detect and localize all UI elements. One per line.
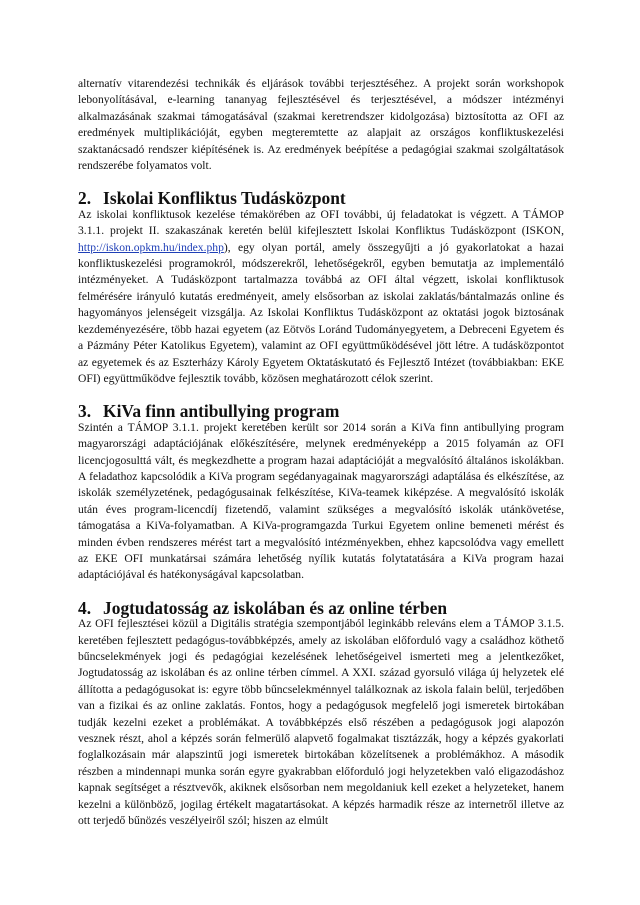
section-3-title: KiVa finn antibullying program — [103, 401, 340, 422]
section-2-title: Iskolai Konfliktus Tudásközpont — [103, 188, 346, 209]
section-2-heading — [78, 188, 564, 209]
document-page — [78, 76, 564, 829]
section-3-number: 3. — [78, 401, 92, 422]
section-4-heading — [78, 597, 564, 618]
section-4-title: Jogtudatosság az iskolában és az online térben — [103, 597, 448, 618]
section-3-heading — [78, 401, 564, 422]
intro-paragraph: alternatív vitarendezési technikák és eljárások további terjesztéséhez. A projekt során workshopok lebonyolításával, e-learning tananyag fejlesztésével és terjesztésével, a módszer intézményi alkalmazásának szakmai támogatásával (szakmai keretrendszer kidolgozása) biztosította az OFI az eredmények multiplikációját, egyben megteremtette az alapjait az országos konfliktuskezelési szaktanácsadó rendszer kiépítésének is. Az eredmények beépítése a pedagógiai szakmai szolgáltatások rendszerébe folyamatos volt. — [78, 77, 564, 173]
section-2-number: 2. — [78, 188, 92, 209]
section-2-paragraph — [78, 207, 564, 387]
section-2-text-after-link: ), egy olyan portál, amely összegyűjti a jó gyakorlatokat a hazai konfliktuskezelési programokról, módszerekről, lehetőségekről, egyben bemutatja az implementáló intézményeket. A Tudásközpont tartalmazza továbbá az OFI által végzett, iskolai konfliktusok felmérésére irányuló kutatás eredményeit, amely elsősorban az iskolai zaklatás/bántalmazás online és hagyományos jelenségeit vizsgálja. Az Iskolai Konfliktus Tudásközpont az oktatási jogok biztosának kezdeményezésére, több hazai egyetem (az Eötvös Loránd Tudományegyetem, a Debreceni Egyetem és a Pázmány Péter Katolikus Egyetem), valamint az OFI együttműködésével jött létre. A tudásközpontot az egyetemek és az Eszterházy Károly Egyetem Oktatáskutató és Fejlesztő Intézet (továbbiakban: EKE OFI) együttműködve fejlesztik tovább, közösen meghatározott célok szerint. — [78, 240, 564, 385]
iskon-link[interactable]: http://iskon.opkm.hu/index.php — [78, 240, 224, 254]
section-4-paragraph: Az OFI fejlesztései közül a Digitális stratégia szempontjából leginkább releváns elem a TÁMOP 3.1.5. keretében fejlesztett pedagógus-továbbképzés, amely az iskolában előforduló vagy a családhoz köthető bűncselekmények jogi és pedagógiai kezelésének lehetőségeivel ismerteti meg a jelentkezőket, Jogtudatosság az iskolában és az online térben címmel. A XXI. század gyorsuló világa új helyzetek elé állította a pedagógusokat is: egyre több bűncselekménnyel találkoznak az iskola falain belül, terjedőben van a fizikai és az online zaklatás. Fontos, hogy a pedagógusok megfelelő jogi ismeretek birtokában tudják kezelni ezeket a problémákat. A továbbképzés első részében a pedagógusok jogi alapozón vesznek részt, ahol a képzés során felmerülő alapvető fogalmakat tisztázzák, hogy a képzés gyakorlati foglalkozásain már alapszintű jogi ismeretek birtokában közelítsenek a problémákhoz. A második részben a mindennapi munka során egyre gyakrabban előforduló jogi helyzetekben való eligazodáshoz kapnak segítséget a résztvevők, akiknek elsősorban nem megoldaniuk kell ezeket a helyzeteket, hanem kezelni a különböző, jogilag értékelt magatartásokat. A képzés harmadik része az internetről illetve az ott terjedő bűnözés veszélyeiről szól; hiszen az elmúlt — [78, 617, 564, 828]
section-3 — [78, 403, 564, 583]
section-4-number: 4. — [78, 597, 92, 618]
section-3-paragraph: Szintén a TÁMOP 3.1.1. projekt keretében került sor 2014 során a KiVa finn antibullying program magyarországi adaptációjának előkészítésére, melynek eredményeképp a 2015 folyamán az OFI licencjogosulttá vált, és megkezdhette a program hazai adaptációját a megvalósító általános iskolákban. A feladathoz kapcsolódik a KiVa program segédanyagainak magyarországi adaptálása és elkészítése, az iskolák személyzetének, pedagógusainak felkészítése, KiVa-teamek kiképzése. A megvalósító iskolák után éves program-licencdíj fizetendő, valamint szükséges a megvalósító iskolák utánkövetése, támogatása a KiVa-folyamatban. A KiVa-programgazda Turkui Egyetem online bemeneti mérést és minden évben rendszeres mérést tart a megvalósító intézményekben, ehhez kapcsolódva vagy emellett az EKE OFI munkatársai számára lehetőség nyílik kutatás folytatatására a KiVa program hazai adaptációjával és hatékonyságával kapcsolatban. — [78, 420, 564, 582]
section-2-text-before-link: Az iskolai konfliktusok kezelése témakörében az OFI további, új feladatokat is végzett. A TÁMOP 3.1.1. projekt II. szakaszának keretén belül kifejlesztett Iskolai Konfliktus Tudásközpont (ISKON, — [78, 207, 564, 238]
section-4 — [78, 597, 564, 830]
section-2 — [78, 190, 564, 387]
